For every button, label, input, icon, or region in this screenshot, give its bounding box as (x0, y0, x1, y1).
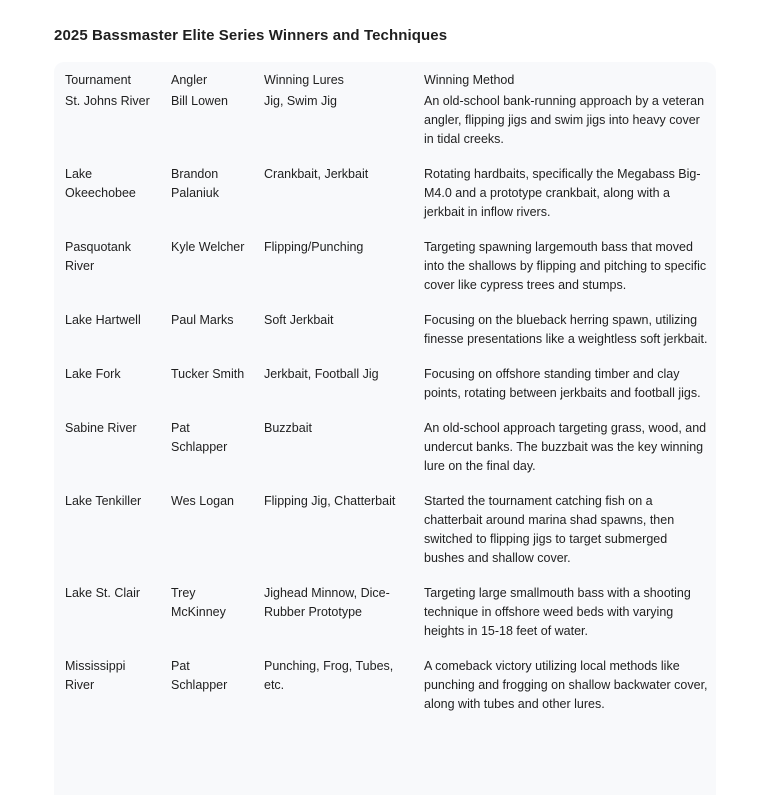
table-row (54, 582, 716, 655)
cell-angler: Bill Lowen (171, 94, 228, 108)
table-row (54, 163, 716, 236)
cell-lures: Crankbait, Jerkbait (264, 167, 369, 181)
cell-method: Targeting large smallmouth bass with a shooting technique in offshore weed beds with varying heights in 15-18 feet of water. (424, 586, 691, 638)
cell-lures: Punching, Frog, Tubes, etc. (264, 659, 394, 692)
cell-method: Focusing on the blueback herring spawn, utilizing finesse presentations like a weightless soft jerkbait. (424, 313, 708, 346)
table-row (54, 655, 716, 728)
cell-lures: Flipping Jig, Chatterbait (264, 494, 396, 508)
table-header-row (54, 62, 716, 90)
page-title: 2025 Bassmaster Elite Series Winners and Techniques (54, 27, 448, 44)
cell-tournament: Lake Okeechobee (65, 167, 136, 200)
table-row (54, 363, 716, 417)
header-angler: Angler (171, 73, 208, 87)
cell-lures: Soft Jerkbait (264, 313, 334, 327)
cell-lures: Buzzbait (264, 421, 312, 435)
results-table-container (54, 62, 716, 795)
cell-lures: Jighead Minnow, Dice-Rubber Prototype (264, 586, 390, 619)
table-row (54, 236, 716, 309)
cell-tournament: Lake Fork (65, 367, 121, 381)
cell-lures: Jig, Swim Jig (264, 94, 337, 108)
cell-method: An old-school approach targeting grass, wood, and undercut banks. The buzzbait was the key winning lure on the final day. (424, 421, 707, 473)
cell-angler: Trey McKinney (171, 586, 226, 619)
cell-tournament: Pasquotank River (65, 240, 132, 273)
table-row (54, 490, 716, 582)
cell-method: Focusing on offshore standing timber and clay points, rotating between jerkbaits and football jigs. (424, 367, 701, 400)
results-table (54, 62, 716, 728)
cell-tournament: Sabine River (65, 421, 137, 435)
cell-angler: Kyle Welcher (171, 240, 245, 254)
cell-method: Rotating hardbaits, specifically the Megabass Big-M4.0 and a prototype crankbait, along with a jerkbait in inflow rivers. (424, 167, 701, 219)
header-winning-lures: Winning Lures (264, 73, 344, 87)
table-row (54, 90, 716, 163)
header-tournament: Tournament (65, 73, 132, 87)
cell-method: An old-school bank-running approach by a veteran angler, flipping jigs and swim jigs into heavy cover in tidal creeks. (424, 94, 705, 146)
table-row (54, 309, 716, 363)
cell-method: A comeback victory utilizing local methods like punching and frogging on shallow backwater cover, along with tubes and other lures. (424, 659, 708, 711)
cell-angler: Wes Logan (171, 494, 235, 508)
cell-tournament: Lake St. Clair (65, 586, 141, 600)
cell-angler: Paul Marks (171, 313, 234, 327)
table-row (54, 417, 716, 490)
cell-lures: Flipping/Punching (264, 240, 364, 254)
cell-tournament: Lake Hartwell (65, 313, 141, 327)
cell-angler: Pat Schlapper (171, 659, 228, 692)
cell-tournament: Mississippi River (65, 659, 126, 692)
cell-method: Started the tournament catching fish on a chatterbait around marina shad spawns, then switched to flipping jigs to target submerged bushes and shallow cover. (424, 494, 675, 565)
cell-lures: Jerkbait, Football Jig (264, 367, 379, 381)
header-winning-method: Winning Method (424, 73, 515, 87)
cell-tournament: St. Johns River (65, 94, 150, 108)
cell-angler: Tucker Smith (171, 367, 245, 381)
cell-method: Targeting spawning largemouth bass that moved into the shallows by flipping and pitching to specific cover like cypress trees and stumps. (424, 240, 707, 292)
cell-tournament: Lake Tenkiller (65, 494, 142, 508)
cell-angler: Brandon Palaniuk (171, 167, 219, 200)
cell-angler: Pat Schlapper (171, 421, 228, 454)
